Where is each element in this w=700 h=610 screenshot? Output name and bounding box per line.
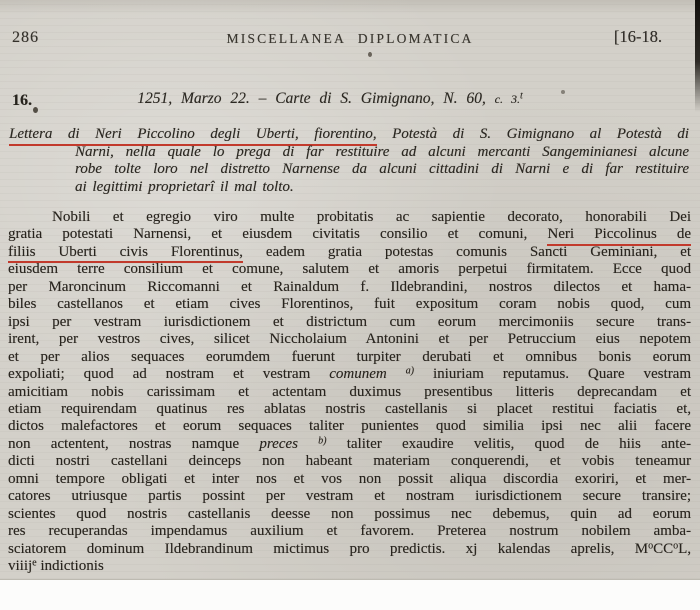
- text-segment: ipsi per vestram iurisdictionem et districtum cum eorum mercimoniis secure trans-: [8, 313, 691, 330]
- text-segment: gratia potestati Narnensi, et eiusdem civitatis consilio et comuni,: [8, 226, 548, 243]
- text-segment: Nobili et egregio viro multe probitatis ac sapientie decorato, honorabili Dei: [52, 209, 691, 225]
- text-line: [8, 209, 691, 226]
- text-segment: b): [318, 435, 327, 447]
- page-number: 286: [12, 29, 39, 46]
- text-line: [8, 488, 691, 505]
- entry-range-marker: [16-18.: [613, 27, 662, 46]
- text-segment: o: [673, 540, 679, 552]
- text-segment: per Maroncinum Riccomanni et Rainaldum f. Ildebrandini, nostros dilectos et hama-: [8, 278, 691, 295]
- red-underlined-text: filiis Uberti civis Florentinus,: [8, 244, 243, 264]
- text-line: [8, 418, 691, 435]
- scan-edge-artifact: [695, 0, 700, 112]
- text-segment: e: [32, 557, 37, 569]
- text-line: [8, 279, 691, 296]
- text-segment: ai legittimi proprietarî il mal tolto.: [75, 178, 294, 195]
- entry-number: 16.: [12, 92, 32, 109]
- text-line: [8, 436, 691, 453]
- text-line: [8, 331, 691, 348]
- text-segment: eadem gratia potestas comunis Sancti Geminiani, et: [242, 243, 691, 260]
- text-segment: dictos malefactores et eorum sequaces taliter punientes quod similia ipsi nec alii facere: [8, 418, 691, 435]
- text-segment: 1251, Marzo 22. – Carte di S. Gimignano, N. 60,: [137, 90, 495, 107]
- text-segment: comunem: [329, 366, 406, 383]
- text-segment: robe tolte loro nel distretto Narnense da alcuni cittadini di Narni e di far restituire: [75, 161, 689, 178]
- text-segment: scientes quod nostris castellanis deesse non possimus nec debemus, quin ad eorum: [8, 505, 691, 522]
- text-line: [9, 126, 689, 144]
- text-segment: taliter exaudire velitis, quod de hiis ante-: [326, 435, 691, 452]
- text-line: [8, 366, 691, 383]
- text-segment: preces: [259, 435, 319, 452]
- text-segment: eiusdem terre consilium et comune, salutem et amoris perpetui firmitatem. Ecce quod: [8, 261, 691, 278]
- text-segment: iniuriam reputamus. Quare vestram: [414, 366, 692, 383]
- text-line: [75, 179, 689, 197]
- red-underlined-text: Lettera di Neri Piccolino degli Uberti, fiorentino,: [9, 126, 377, 146]
- text-segment: indictionis: [36, 558, 104, 575]
- text-segment: non actentent, nostras namque: [8, 435, 260, 452]
- text-segment: Narni, nella quale lo prega di far restituire ad alcuni mercanti Sangeminianesi alcune: [75, 143, 689, 160]
- text-segment: Potestà di S. Gimignano al Potestà di: [376, 126, 689, 142]
- text-line: [8, 453, 691, 470]
- text-line: [8, 349, 691, 366]
- text-segment: dicti nostri castellani deinceps non habeant materiam conquerendi, et vobis teneamur: [8, 453, 691, 470]
- text-line: [75, 161, 689, 179]
- scan-speckle: [33, 107, 38, 113]
- text-line: [8, 471, 691, 488]
- scan-speckle: [368, 52, 372, 57]
- text-segment: omni tempore obligati et inter nos et vos non possit aliqua discordia exoriri, et mer-: [8, 470, 691, 487]
- red-underlined-text: Neri Piccolinus de: [547, 226, 691, 246]
- text-segment: L,: [678, 540, 691, 557]
- text-segment: etiam requirendam quatinus res ablatas nostris castellanis si placet restitui faciatis et,: [8, 400, 691, 417]
- text-segment: o: [648, 540, 654, 552]
- text-line: [8, 558, 691, 575]
- document-summary: [9, 126, 689, 196]
- text-segment: t: [519, 90, 523, 102]
- text-line: [8, 261, 691, 278]
- text-segment: c. 3.: [494, 92, 520, 106]
- text-segment: sciatorem dominum Ildebrandinum mictimus pro predictis. xj kalendas aprelis, M: [8, 540, 649, 557]
- text-line: [8, 314, 691, 331]
- text-segment: viiij: [8, 558, 33, 575]
- running-head-journal-title: MISCELLANEA DIPLOMATICA: [226, 31, 474, 46]
- document-body: [8, 209, 691, 576]
- text-segment: CC: [653, 540, 674, 557]
- text-segment: amicitiam nobis carissimam et actentam duximus presentibus litteris deprecandam et: [8, 383, 691, 400]
- text-line: [8, 226, 691, 243]
- text-segment: a): [405, 365, 414, 377]
- text-segment: res recuperandas impendamus auxilium et favorem. Preterea nostrum nobilem amba-: [8, 523, 691, 540]
- text-line: [8, 384, 691, 401]
- text-segment: expoliati; quod ad nostram et vestram: [8, 366, 330, 383]
- text-line: [8, 244, 691, 261]
- text-segment: et per alios sequaces eorumdem fuerunt turpiter derubati et omnibus bonis eorum: [8, 348, 691, 365]
- text-segment: catores utriusque partis possint per vestram et nostram iurisdictionem secure transire;: [8, 488, 691, 505]
- document-title: [40, 90, 620, 108]
- text-line: [8, 296, 691, 313]
- text-segment: irent, per vestros cives, silicet Niccholaium Antonini et per Petruccium eius nepotem: [8, 331, 691, 348]
- text-line: [8, 506, 691, 523]
- text-line: [75, 144, 689, 162]
- text-segment: biles castellanos et etiam cives Florentinos, fuit expositum coram nobis quod, cum: [8, 296, 691, 313]
- text-line: [8, 523, 691, 540]
- text-line: [8, 401, 691, 418]
- text-line: [8, 541, 691, 558]
